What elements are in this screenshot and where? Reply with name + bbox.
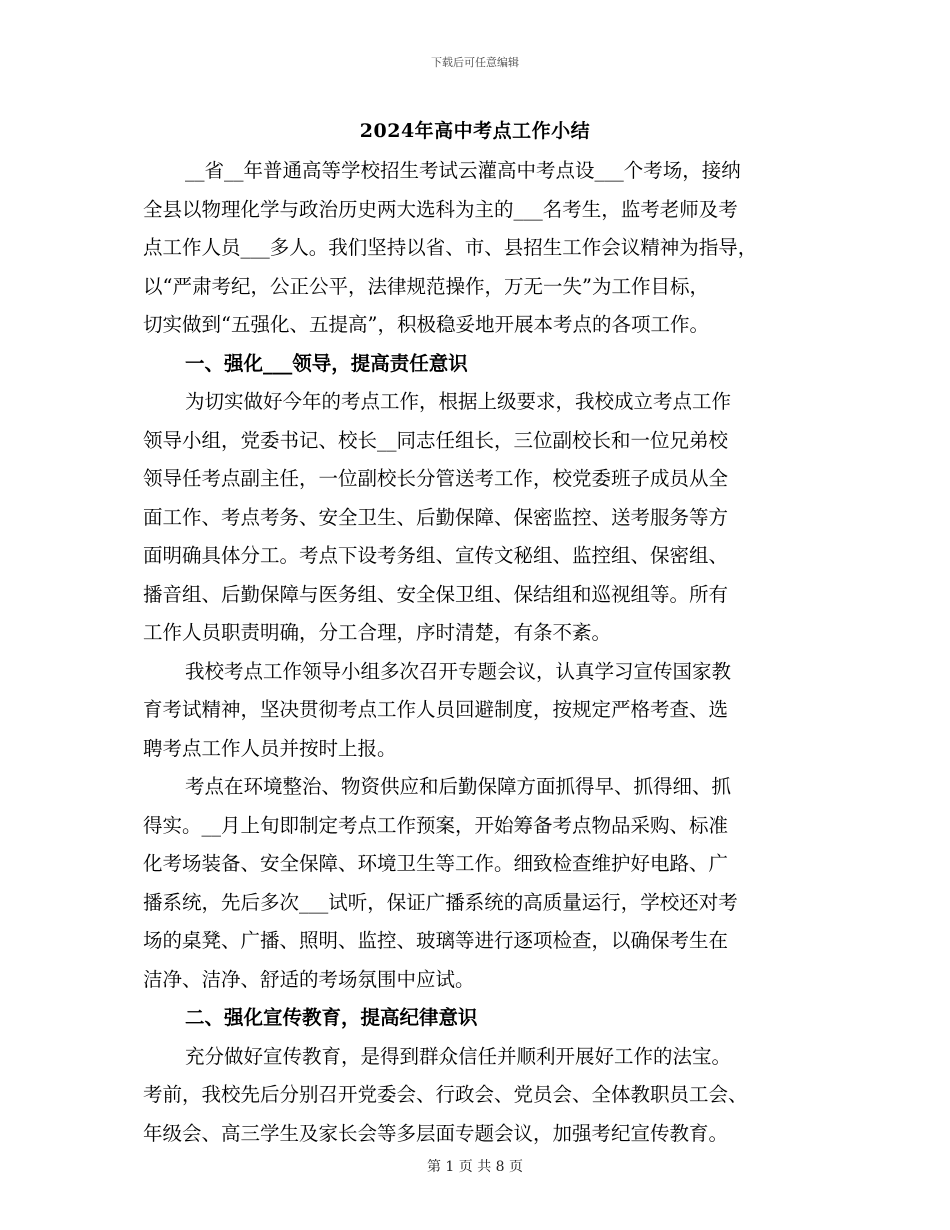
paragraph-line: 以“严肃考纪，公正公平，法律规范操作，万无一失”为工作目标， [143,274,709,298]
paragraph-line: 点工作人员___多人。我们坚持以省、市、县招生工作会议精神为指导， [143,236,758,259]
paragraph-line: 聘考点工作人员并按时上报。 [143,736,397,760]
page-number: 第 1 页 共 8 页 [426,1159,524,1175]
paragraph-line: 面工作、考点考务、安全卫生、后勤保障、保密监控、送考服务等方 [143,505,729,529]
paragraph-line: 育考试精神，坚决贯彻考点工作人员回避制度，按规定严格考查、选 [143,698,729,721]
paragraph-line: 考点在环境整治、物资供应和后勤保障方面抓得早、抓得细、抓 [185,775,732,798]
paragraph-line: 为切实做好今年的考点工作，根据上级要求，我校成立考点工作 [185,390,732,413]
header-note: 下载后可任意编辑 [431,56,519,69]
paragraph-line: __省__年普通高等学校招生考试云灌高中考点设___个考场，接纳 [185,159,741,182]
paragraph-line: 得实。__月上旬即制定考点工作预案，开始筹备考点物品采购、标准 [143,813,729,837]
paragraph-line: 年级会、高三学生及家长会等多层面专题会议，加强考纪宣传教育。 [143,1121,729,1145]
section-heading: 二、强化宣传教育，提高纪律意识 [185,1006,478,1029]
paragraph-line: 工作人员职责明确，分工合理，序时清楚，有条不紊。 [143,621,612,644]
paragraph-line: 播音组、后勤保障与医务组、安全保卫组、保结组和巡视组等。所有 [143,582,729,606]
document-title: 2024年高中考点工作小结 [359,120,591,142]
paragraph-line: 全县以物理化学与政治历史两大选科为主的___名考生，监考老师及考 [143,197,738,221]
paragraph-line: 考前，我校先后分别召开党委会、行政会、党员会、全体教职员工会、 [143,1083,748,1106]
paragraph-line: 切实做到“五强化、五提高”，积极稳妥地开展本考点的各项工作。 [143,313,709,336]
paragraph-line: 洁净、洁净、舒适的考场氛围中应试。 [143,967,475,991]
document-body [143,152,815,1153]
paragraph-line: 我校考点工作领导小组多次召开专题会议，认真学习宣传国家教 [185,659,732,683]
paragraph-line: 播系统，先后多次___试听，保证广播系统的高质量运行，学校还对考 [143,890,738,914]
paragraph-line: 充分做好宣传教育，是得到群众信任并顺利开展好工作的法宝。 [185,1044,732,1068]
paragraph-line: 领导小组，党委书记、校长__同志任组长，三位副校长和一位兄弟校 [143,428,729,452]
paragraph-line: 面明确具体分工。考点下设考务组、宣传文秘组、监控组、保密组、 [143,544,729,567]
paragraph-line: 场的桌凳、广播、照明、监控、玻璃等进行逐项检查，以确保考生在 [143,929,729,952]
paragraph-line: 化考场装备、安全保障、环境卫生等工作。细致检查维护好电路、广 [143,852,729,875]
section-heading: 一、强化___领导，提高责任意识 [185,351,468,375]
paragraph-line: 领导任考点副主任，一位副校长分管送考工作，校党委班子成员从全 [143,467,729,490]
